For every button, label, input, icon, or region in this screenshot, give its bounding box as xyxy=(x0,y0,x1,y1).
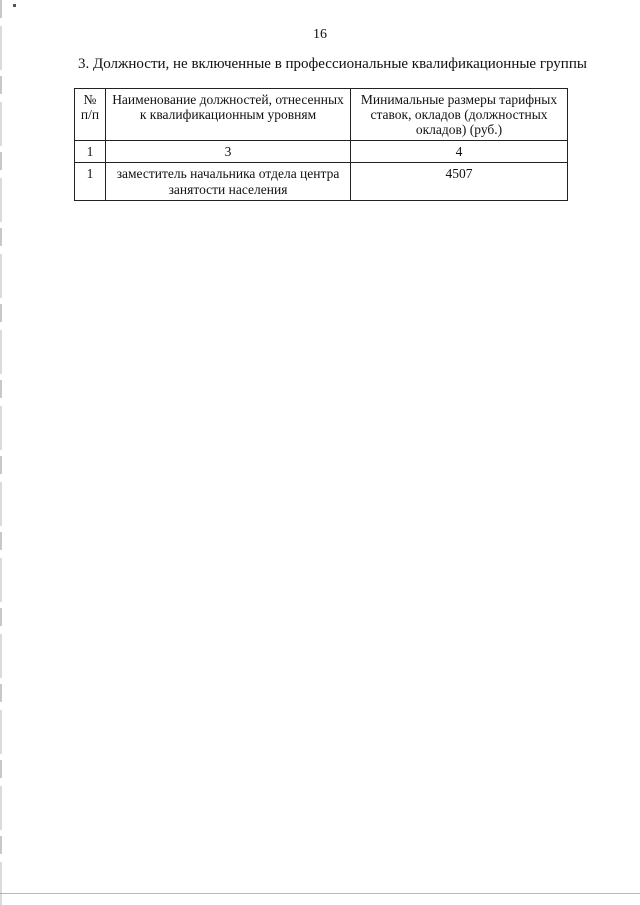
positions-table xyxy=(74,88,568,201)
header-position-name: Наименование должностей, отнесенных к квалификационным уровням xyxy=(106,89,351,141)
table-index-row xyxy=(75,141,568,163)
table-row xyxy=(75,163,568,201)
position-name: заместитель начальника отдела центра занятости населения xyxy=(106,163,351,201)
row-number: 1 xyxy=(75,163,106,201)
scan-mark xyxy=(13,4,16,7)
index-cell: 4 xyxy=(351,141,568,163)
min-salary: 4507 xyxy=(351,163,568,201)
index-cell: 1 xyxy=(75,141,106,163)
scan-edge-left xyxy=(0,0,2,905)
scan-edge-bottom xyxy=(0,893,640,894)
header-number: № п/п xyxy=(75,89,106,141)
header-min-salary: Минимальные размеры тарифных ставок, окладов (должностных окладов) (руб.) xyxy=(351,89,568,141)
index-cell: 3 xyxy=(106,141,351,163)
section-title: 3. Должности, не включенные в профессиональные квалификационные группы xyxy=(78,56,587,72)
page-number: 16 xyxy=(313,27,327,42)
table-header-row xyxy=(75,89,568,141)
